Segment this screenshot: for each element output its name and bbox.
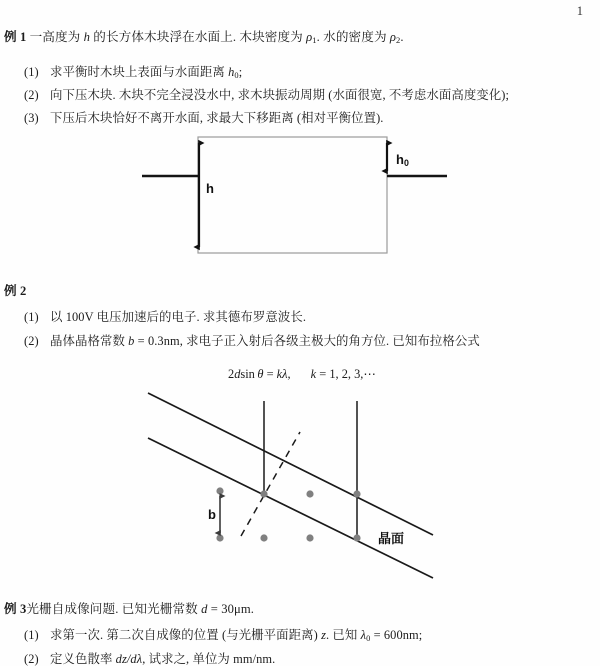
- h0-label-text: h: [396, 152, 404, 167]
- example3-dispersion-fraction: dz/dλ: [115, 652, 143, 666]
- lattice-atom: [353, 534, 360, 541]
- example1-heading-label: 例 1: [4, 30, 27, 44]
- crystal-plane-figure: [120, 390, 540, 580]
- example1-rho2: ρ: [389, 30, 397, 44]
- lattice-atom: [306, 534, 313, 541]
- example3-item-2-number: (2): [24, 652, 39, 666]
- lattice-atom: [216, 534, 223, 541]
- b-label: b: [208, 507, 216, 522]
- bragg-d: d: [234, 367, 241, 381]
- example3-item-1: [24, 625, 422, 643]
- page-number: 1: [576, 4, 583, 18]
- example2-item-2-text-b: 求电子正入射后各级主极大的角方位. 已知布拉格公式: [186, 334, 480, 348]
- example2-item-1: [24, 307, 306, 325]
- example1-item-1: [24, 62, 242, 80]
- example3-item-2-text-b: , 试求之, 单位为 mm/nm.: [142, 652, 276, 666]
- example2-item-2-text-a: 晶体晶格常数: [50, 334, 125, 348]
- example1-rho2-sub: 2: [396, 34, 401, 45]
- bragg-condition-dots: ⋯: [363, 367, 376, 381]
- example3-lambda0-value: = 600nm;: [373, 628, 423, 642]
- example3-var-d-value: = 30μm.: [210, 602, 255, 616]
- example3-var-d: d: [201, 602, 208, 616]
- example3-item-2-text-a: 定义色散率: [50, 652, 113, 666]
- example3-var-lambda0-sub: 0: [366, 632, 371, 643]
- example1-item-3: [24, 108, 384, 126]
- example1-heading-prefix: 一高度为: [29, 30, 81, 44]
- example1-heading-mid: 的长方体木块浮在水面上. 木块密度为: [93, 30, 303, 44]
- example2-heading: [4, 283, 26, 299]
- example3-var-lambda0: λ: [360, 628, 367, 642]
- h0-label-sub: 0: [403, 157, 409, 168]
- wood-block-rect: [198, 137, 387, 253]
- example1-item-3-text: 下压后木块恰好不离开水面, 求最大下移距离 (相对平衡位置).: [50, 111, 384, 125]
- example3-item-1-text-a: 求第一次. 第二次自成像的位置 (与光栅平面距离): [50, 628, 318, 642]
- example1-item-1-var: h: [228, 65, 235, 79]
- bragg-equals: =: [266, 367, 274, 381]
- example3-item-1-number: (1): [24, 628, 39, 642]
- lattice-atom: [260, 534, 267, 541]
- h0-label: [396, 152, 409, 168]
- bragg-formula: [228, 366, 376, 382]
- dashed-ray-line: [241, 432, 300, 536]
- example2-item-2: [24, 331, 480, 349]
- bragg-condition-k: k: [310, 367, 317, 381]
- example3-heading-label: 例 3: [4, 602, 27, 616]
- example1-var-h: h: [83, 30, 91, 44]
- example1-heading-end: .: [400, 30, 404, 44]
- example1-heading-mid2: . 水的密度为: [316, 30, 387, 44]
- crystal-plane-label: 晶面: [378, 531, 405, 546]
- lattice-atom: [260, 490, 267, 497]
- example1-rho1: ρ: [306, 30, 313, 44]
- example1-item-1-tail: ;: [238, 65, 243, 79]
- example1-item-1-text: 求平衡时木块上表面与水面距离: [50, 65, 225, 79]
- example2-item-1-number: (1): [24, 310, 39, 324]
- example2-var-b-value: = 0.3nm,: [137, 334, 183, 348]
- lattice-atom: [353, 490, 360, 497]
- example2-item-1-text: 以 100V 电压加速后的电子. 求其德布罗意波长.: [50, 310, 307, 324]
- bragg-k: k: [276, 367, 283, 381]
- example2-heading-label: 例 2: [4, 284, 27, 298]
- example1-item-2-number: (2): [24, 88, 39, 102]
- example1-item-1-number: (1): [24, 65, 39, 79]
- h-label: h: [206, 181, 214, 196]
- example1-heading: [4, 29, 404, 46]
- bragg-condition-values: = 1, 2, 3,: [319, 367, 364, 381]
- example3-heading: [4, 601, 254, 617]
- bragg-theta: θ: [257, 367, 264, 381]
- example1-item-1-var-sub: 0: [234, 69, 239, 80]
- crystal-plane-line-lower: [148, 438, 433, 578]
- example1-item-2: [24, 85, 509, 103]
- example1-rho1-sub: 1: [312, 34, 317, 45]
- floating-block-figure: [140, 125, 460, 270]
- example2-item-2-number: (2): [24, 334, 39, 348]
- bragg-lambda: λ,: [282, 367, 291, 381]
- example3-var-z: z: [321, 628, 326, 642]
- example3-heading-prefix: 光栅自成像问题. 已知光栅常数: [26, 602, 198, 616]
- example3-item-2: [24, 649, 275, 667]
- lattice-atom: [306, 490, 313, 497]
- example3-item-1-text-b: . 已知: [326, 628, 358, 642]
- lattice-atom: [216, 487, 223, 494]
- example1-item-2-text: 向下压木块. 木块不完全浸没水中, 求木块振动周期 (水面很宽, 不考虑水面高度变化);: [50, 88, 510, 102]
- example2-var-b: b: [128, 334, 135, 348]
- example1-item-3-number: (3): [24, 111, 39, 125]
- bragg-sin: sin: [240, 367, 255, 381]
- bragg-coefficient: 2: [228, 367, 235, 381]
- crystal-plane-line-upper: [148, 393, 433, 535]
